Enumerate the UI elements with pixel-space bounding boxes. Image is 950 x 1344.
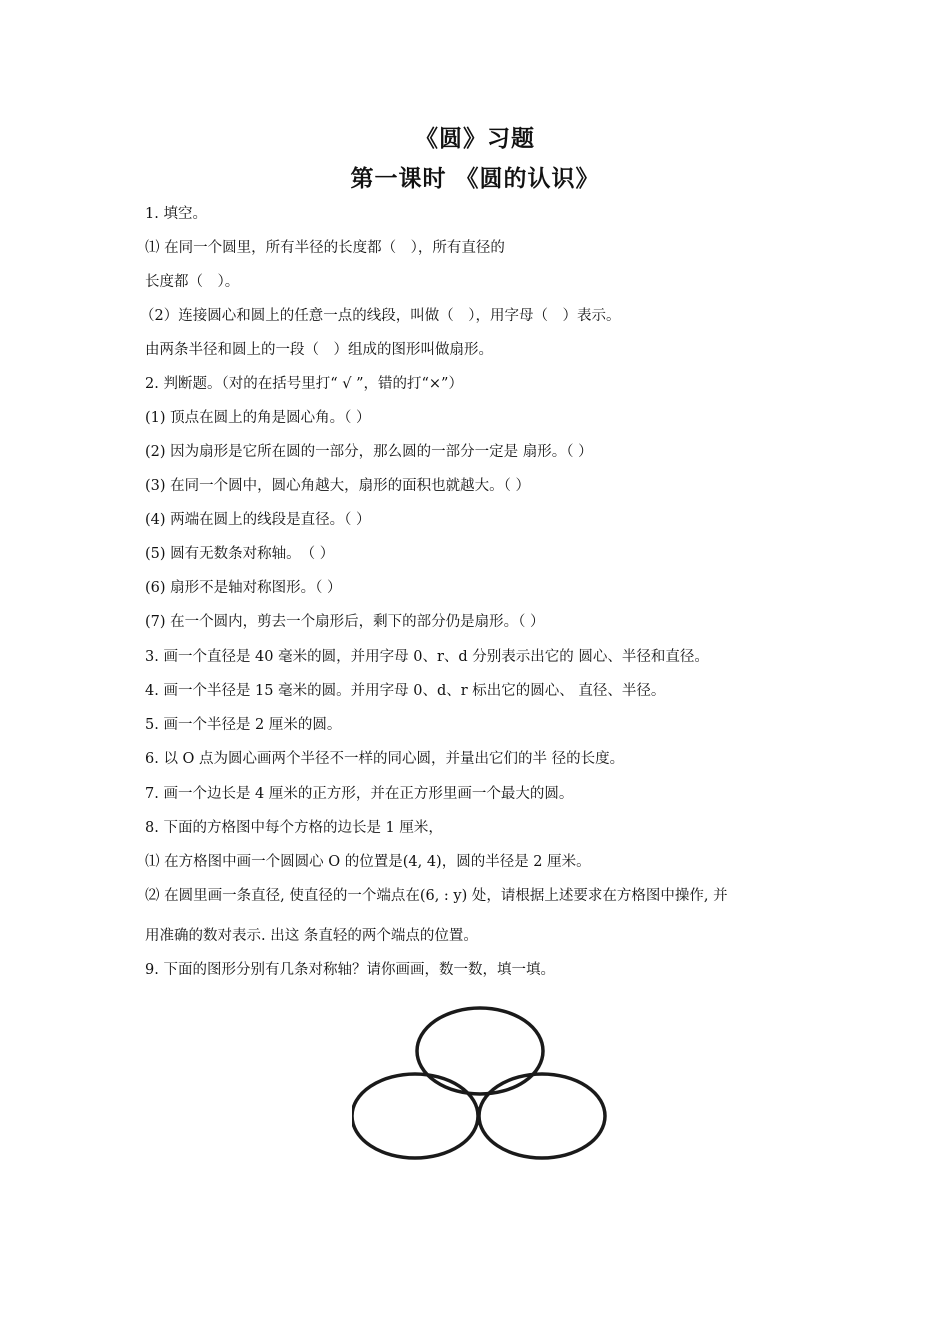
question-9: 9. 下面的图形分别有几条对称轴？请你画画，数一数，填一填。 [145, 962, 555, 978]
question-2-item-2: (2) 因为扇形是它所在圆的一部分，那么圆的一部分一定是 扇形。（ ） [145, 444, 593, 460]
question-1-item-1: ⑴ 在同一个圆里，所有半径的长度都（ ），所有直径的 [145, 240, 505, 256]
question-1-item-3: 由两条半径和圆上的一段（ ）组成的图形叫做扇形。 [145, 342, 493, 358]
question-2-item-6: (6) 扇形不是轴对称图形。（ ） [145, 580, 342, 596]
question-8-item-2-cont: 用准确的数对表示. 出这 条直轻的两个端点的位置。 [145, 928, 478, 944]
top-circle [417, 1008, 543, 1094]
question-6: 6. 以 O 点为圆心画两个半径不一样的同心圆，并量出它们的半 径的长度。 [145, 751, 625, 767]
question-2-item-4: (4) 两端在圆上的线段是直径。（ ） [145, 512, 371, 528]
three-circles-figure [352, 1003, 608, 1161]
question-2-heading: 2. 判断题。（对的在括号里打“ √ ”，错的打“×”） [145, 376, 463, 392]
question-8-heading: 8. 下面的方格图中每个方格的边长是 1 厘米， [145, 820, 443, 836]
bottom-left-circle [352, 1074, 478, 1158]
question-2-item-5: (5) 圆有无数条对称轴。 （ ） [145, 546, 335, 562]
question-5: 5. 画一个半径是 2 厘米的圆。 [145, 717, 342, 733]
question-3: 3. 画一个直径是 40 毫米的圆，并用字母 0、r、d 分别表示出它的 圆心、半径和直径。 [145, 649, 709, 665]
question-7: 7. 画一个边长是 4 厘米的正方形，并在正方形里画一个最大的圆。 [145, 786, 574, 802]
question-2-item-1: (1) 顶点在圆上的角是圆心角。（ ） [145, 410, 371, 426]
question-1-heading: 1. 填空。 [145, 206, 207, 222]
question-8-item-2: ⑵ 在圆里画一条直径, 使直径的一个端点在(6, : y) 处，请根据上述要求在方格图中操作, 并 [145, 888, 728, 904]
question-1-item-2: （2）连接圆心和圆上的任意一点的线段，叫做（ ），用字母（ ）表示。 [140, 308, 621, 324]
question-1-item-1-cont: 长度都（ ）。 [145, 274, 240, 290]
question-2-item-7: (7) 在一个圆内，剪去一个扇形后，剩下的部分仍是扇形。（ ） [145, 614, 545, 630]
question-4: 4. 画一个半径是 15 毫米的圆。并用字母 0、d、r 标出它的圆心、 直径、半径。 [145, 683, 666, 699]
bottom-right-circle [479, 1074, 605, 1158]
question-2-item-3: (3) 在同一个圆中，圆心角越大，扇形的面积也就越大。（ ） [145, 478, 531, 494]
document-title: 《圆》习题 [415, 125, 535, 152]
lesson-subtitle: 第一课时 《圆的认识》 [350, 165, 600, 192]
question-8-item-1: ⑴ 在方格图中画一个圆圆心 O 的位置是(4, 4)，圆的半径是 2 厘米。 [145, 854, 591, 870]
